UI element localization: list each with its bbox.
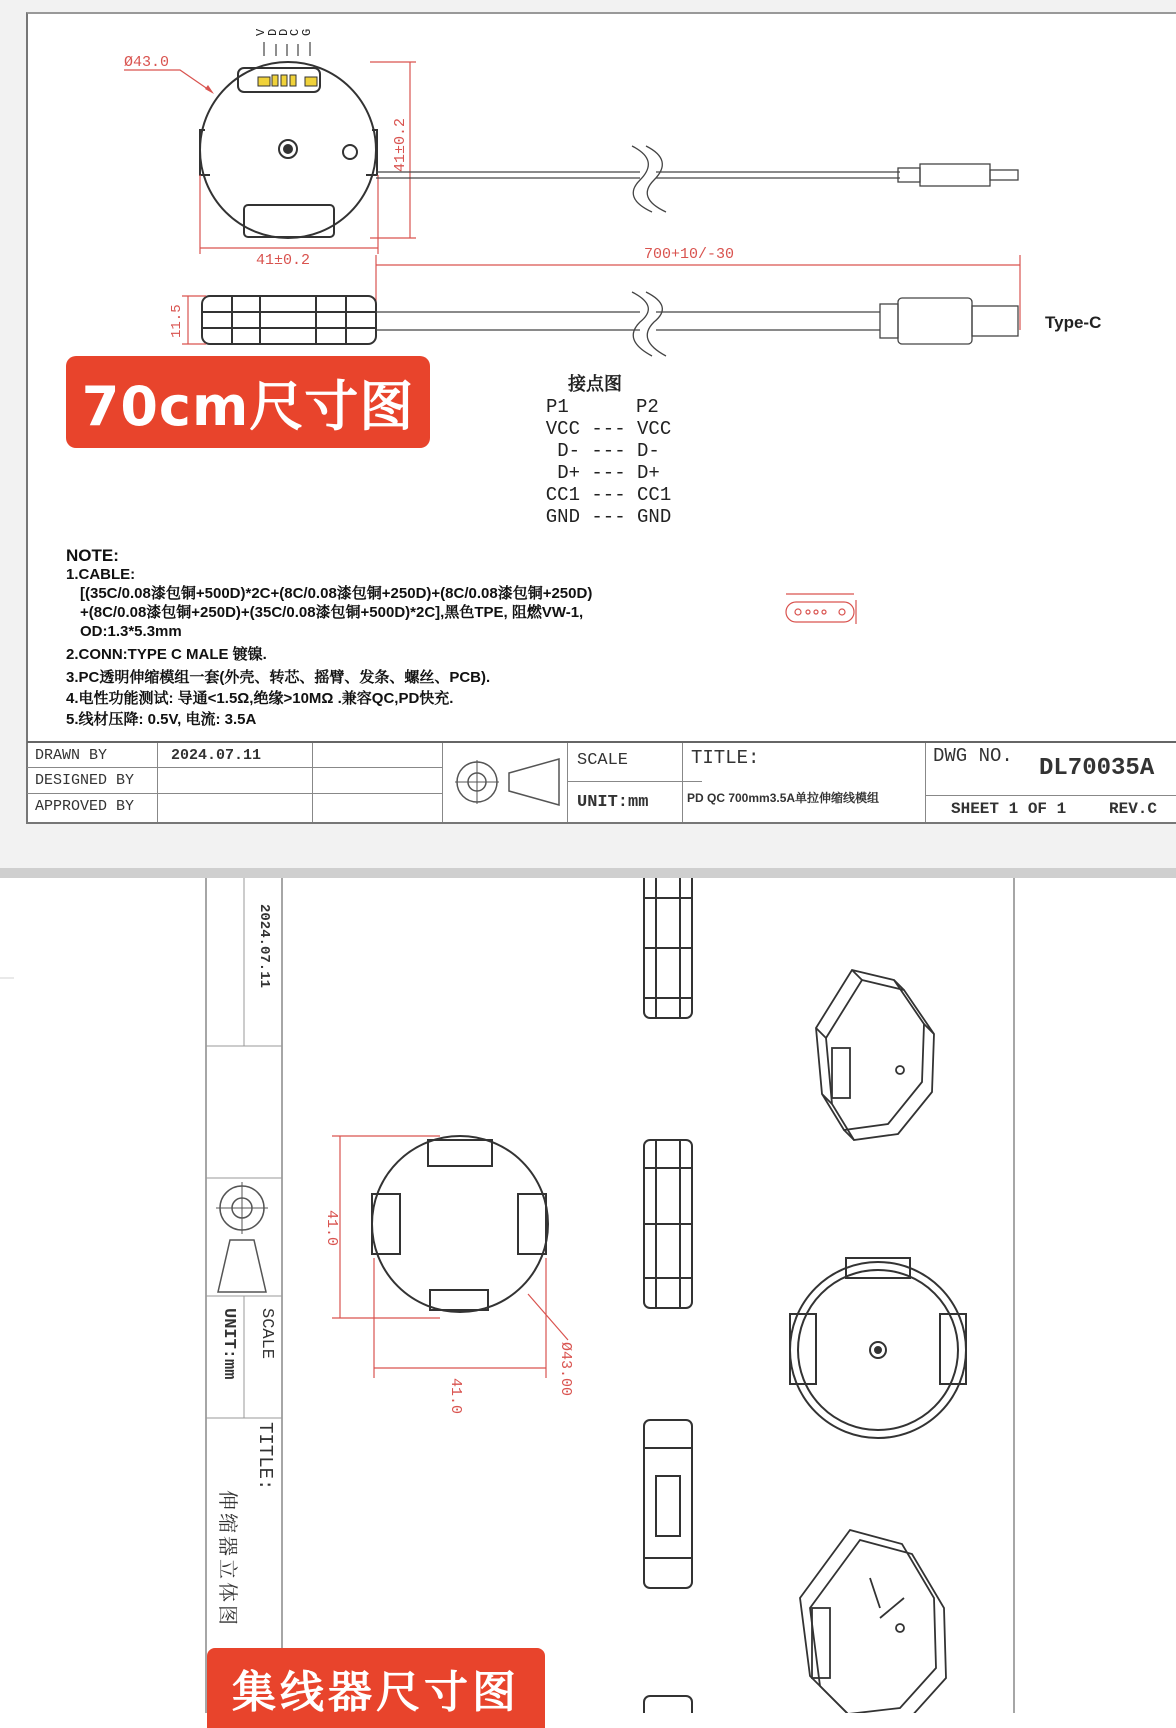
cable-cross-section-icon [786,594,856,624]
hub-isometric-bottom [800,1530,946,1713]
scale-label: SCALE [577,751,629,770]
title-label: TITLE: [691,747,760,769]
badge-70cm-dimensions: 70cm尺寸图 [66,356,430,448]
note-line: 3.PC透明伸缩模组一套(外壳、转芯、摇臂、发条、螺丝、PCB). [66,669,491,686]
badge-hub-dimensions: 集线器尺寸图 [207,1648,545,1728]
pin-letters [254,28,314,36]
note-line: 5.线材压降: 0.5V, 电流: 3.5A [66,711,257,728]
dim-height-label-bottom: 41.0 [323,1210,340,1247]
unit-label: UNIT:mm [577,793,649,812]
dim-width-label-bottom: 41.0 [447,1378,464,1415]
hub-isometric-top [816,970,934,1140]
bottom-date: 2024.07.11 [256,904,272,989]
hub-front-view [200,62,377,238]
dim-thickness-label: 11.5 [169,304,185,338]
rev-label: REV.C [1109,800,1158,818]
cable-side [376,292,1018,356]
dim-cable-length-label: 700+10/-30 [644,246,735,263]
note-line: 1.CABLE: [66,566,136,583]
pin-letter: D [266,28,280,36]
pin-letter: G [300,28,314,36]
dim-bottom-lines [332,1136,568,1378]
bottom-unit-label: UNIT:mm [219,1308,238,1380]
pin-letter: V [254,28,268,36]
bottom-title-label: TITLE: [254,1422,276,1491]
hub-top-view [372,1136,548,1312]
title-value: PD QC 700mm3.5A单拉伸缩线模组 [687,791,880,805]
bottom-title-value: 伸缩器立体图 [216,1490,240,1628]
pin-letter: C [288,28,302,36]
dim-width-label: 41±0.2 [256,252,311,269]
bottom-technical-drawing [0,878,1176,1713]
pin-map-header: P1 P2 [546,396,659,418]
dim-diameter-label-bottom: Ø43.00 [557,1342,574,1397]
note-line: [(35C/0.08漆包铜+500D)*2C+(8C/0.08漆包铜+250D)+(8C/0.08漆包铜+250D) [80,585,593,602]
projection-symbol-icon [216,1182,268,1292]
hub-side-view [202,296,376,344]
notes-heading: NOTE: [66,546,119,565]
pin-map-title: 接点图 [568,374,622,395]
pin-map-row: CC1 --- CC1 [545,484,672,506]
bottom-scale-label: SCALE [257,1308,276,1360]
dim-diameter-top [124,54,214,94]
pin-map-row: GND --- GND [545,506,672,528]
title-block [27,741,1176,822]
dwg-no-label: DWG NO. [933,745,1013,767]
connector-label: Type-C [1045,313,1102,332]
projection-symbol-icon [455,751,563,813]
pin-map-row: D- --- D- [557,440,660,462]
section-divider [0,868,1176,878]
pin-map-row: D+ --- D+ [557,462,660,484]
dwg-no-value: DL70035A [1039,755,1155,782]
approved-by-label: APPROVED BY [35,798,135,815]
note-line: 2.CONN:TYPE C MALE 镀镍. [66,646,267,663]
pin-map [532,374,671,528]
hub-contact-pins [258,75,317,86]
dim-cable-length [376,255,1020,330]
pin-map-row: VCC --- VCC [545,418,672,440]
hub-side-views [644,878,692,1713]
pin-letter: D [277,28,291,36]
drawn-by-label: DRAWN BY [35,747,108,764]
note-line: +(8C/0.08漆包铜+250D)+(35C/0.08漆包铜+500D)*2C],黑色TPE, 阻燃VW-1, [80,604,584,621]
hub-iso-front [790,1258,966,1438]
note-line: 4.电性功能测试: 导通<1.5Ω,绝缘>10MΩ .兼容QC,PD快充. [66,690,454,707]
drawn-by-date: 2024.07.11 [171,747,262,764]
cable-front [376,146,1018,212]
dim-diameter-label: Ø43.0 [124,54,170,71]
drawing-notes [66,546,592,729]
designed-by-label: DESIGNED BY [35,772,135,789]
sheet-label: SHEET 1 OF 1 [951,800,1067,818]
dim-height-label: 41±0.2 [392,117,409,172]
note-line: OD:1.3*5.3mm [80,623,182,640]
